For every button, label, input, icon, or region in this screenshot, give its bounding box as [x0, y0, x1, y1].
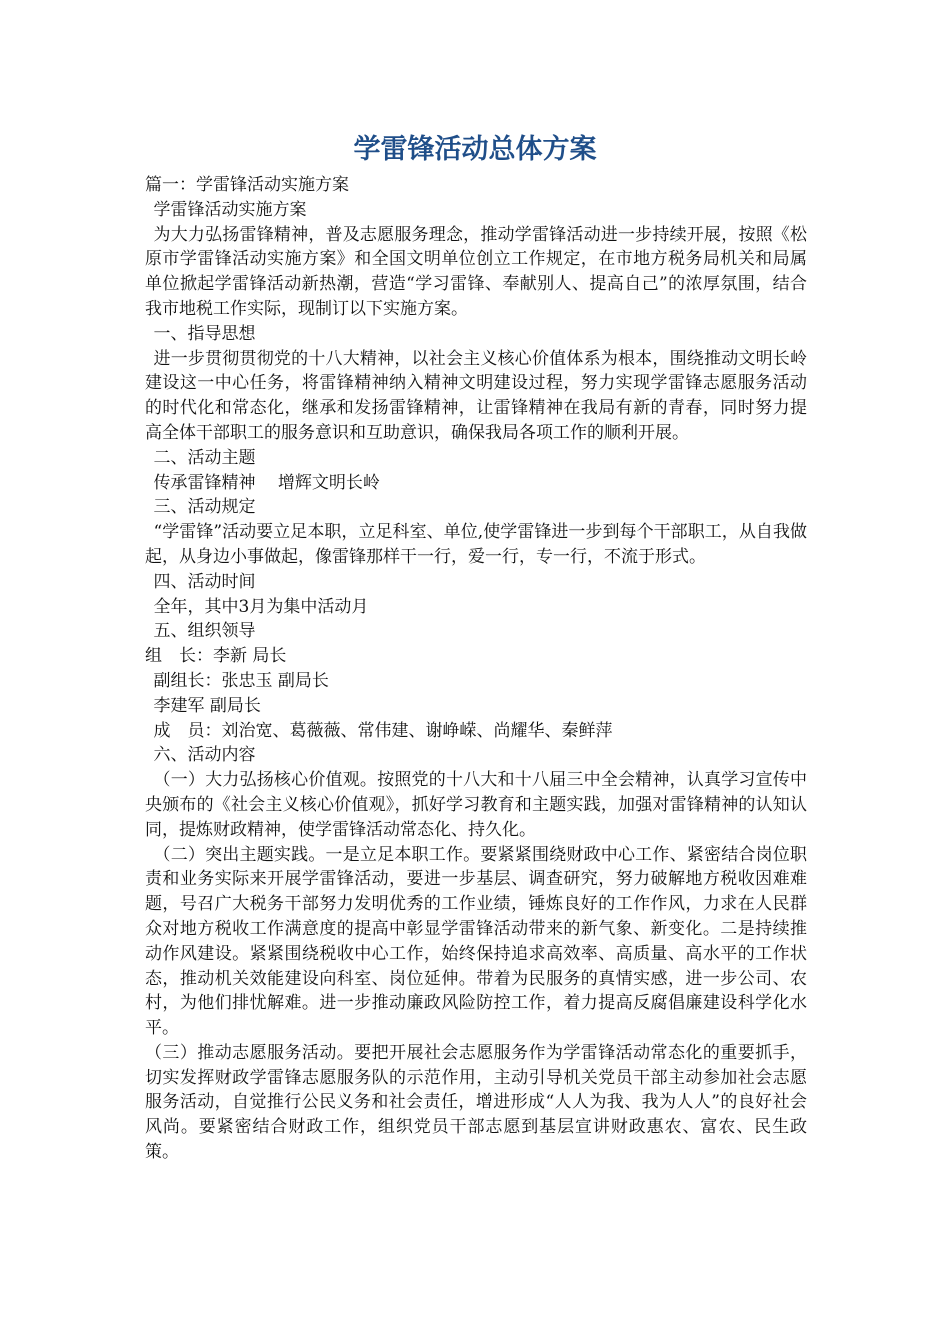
paragraph: 副组长：张忠玉 副局长: [153, 670, 329, 691]
paragraph: 进一步贯彻贯彻党的十八大精神，以社会主义核心价值体系为根本，围绕推动文明长岭建设这一中心任务，将雷锋精神纳入精神文明建设过程，努力实现学雷锋志愿服务活动的时代化和常态化，继承和发扬雷锋精神，让雷锋精神在我局有新的青春，同时努力提高全体干部职工的服务意识和互助意识，确保我局各项工作的顺利开展。: [145, 348, 807, 443]
section-heading: 六、活动内容: [153, 745, 256, 766]
paragraph: 李建军 副局长: [153, 695, 261, 716]
section-heading: 三、活动规定: [153, 497, 256, 518]
document-body: [145, 173, 807, 1165]
paragraph: 传承雷锋精神 增辉文明长岭: [153, 472, 380, 493]
section-heading: 五、组织领导: [153, 621, 256, 642]
section-heading: 一、指导思想: [153, 323, 256, 344]
paragraph: 全年，其中3月为集中活动月: [153, 596, 369, 617]
document-title: 学雷锋活动总体方案: [353, 134, 597, 165]
section-heading: 二、活动主题: [153, 447, 256, 468]
paragraph: （三）推动志愿服务活动。要把开展社会志愿服务作为学雷锋活动常态化的重要抓手，切实发挥财政学雷锋志愿服务队的示范作用，主动引导机关党员干部主动参加社会志愿服务活动，自觉推行公民义务和社会责任，增进形成“人人为我、我为人人”的良好社会风尚。要紧密结合财政工作，组织党员干部志愿到基层宣讲财政惠农、富农、民生政策。: [145, 1042, 807, 1163]
paragraph: 成 员：刘治宽、葛薇薇、常伟建、谢峥嵘、尚耀华、秦鲜萍: [153, 720, 613, 741]
paragraph-subheading: 学雷锋活动实施方案: [153, 199, 307, 220]
paragraph: 为大力弘扬雷锋精神，普及志愿服务理念，推动学雷锋活动进一步持续开展，按照《松原市学雷锋活动实施方案》和全国文明单位创立工作规定，在市地方税务局机关和局属单位掀起学雷锋活动新热潮，营造“学习雷锋、奉献别人、提高自己”的浓厚氛围，结合我市地税工作实际，现制订以下实施方案。: [145, 224, 807, 319]
paragraph-heading: 篇一：学雷锋活动实施方案: [145, 175, 349, 195]
paragraph: 组 长：李新 局长: [145, 646, 287, 667]
paragraph: （二）突出主题实践。一是立足本职工作。要紧紧围绕财政中心工作、紧密结合岗位职责和业务实际来开展学雷锋活动，要进一步基层、调查研究，努力破解地方税收因难难题，号召广大税务干部努力发明优秀的工作业绩，锤炼良好的工作作风，力求在人民群众对地方税收工作满意度的提高中彰显学雷锋活动带来的新气象、新变化。二是持续推动作风建设。紧紧围绕税收中心工作，始终保持追求高效率、高质量、高水平的工作状态，推动机关效能建设向科室、岗位延伸。带着为民服务的真情实感，进一步公司、农村，为他们排忧解难。进一步推动廉政风险防控工作，着力提高反腐倡廉建设科学化水平。: [145, 844, 807, 1039]
paragraph: （一）大力弘扬核心价值观。按照党的十八大和十八届三中全会精神，认真学习宣传中央颁布的《社会主义核心价值观》，抓好学习教育和主题实践，加强对雷锋精神的认知认同，提炼财政精神，使学雷锋活动常态化、持久化。: [145, 770, 807, 840]
section-heading: 四、活动时间: [153, 571, 256, 592]
paragraph: “学雷锋”活动要立足本职，立足科室、单位,使学雷锋进一步到每个干部职工，从自我做起，从身边小事做起，像雷锋那样干一行，爱一行，专一行，不流于形式。: [145, 522, 807, 567]
